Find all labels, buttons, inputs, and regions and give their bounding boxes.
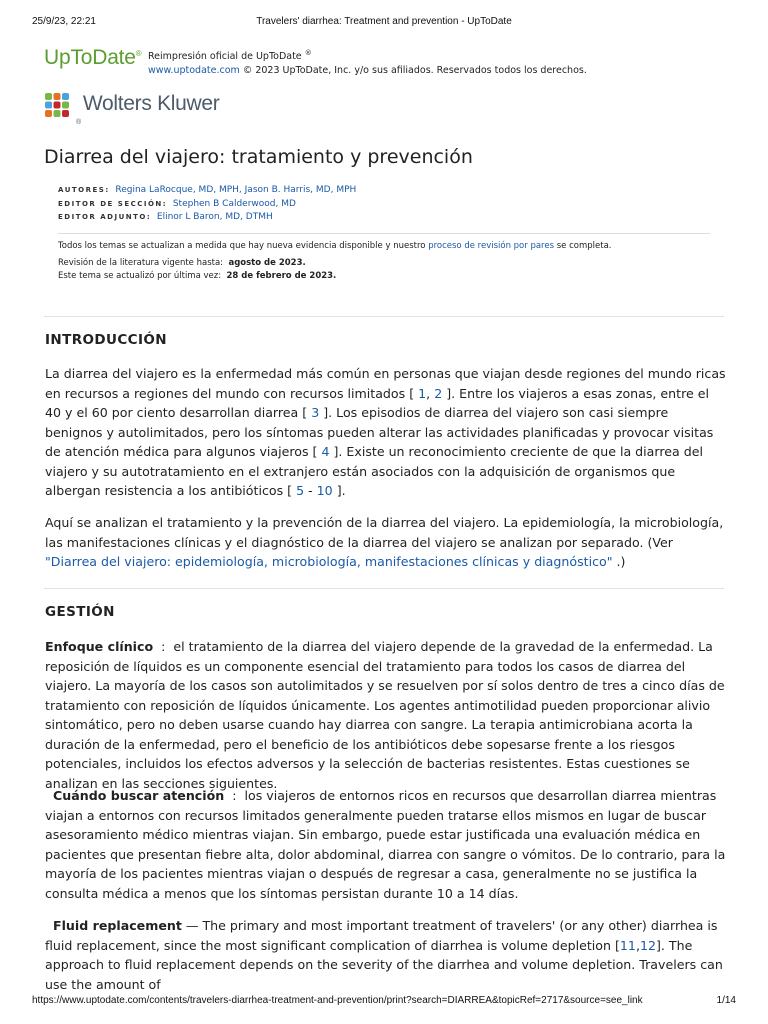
subheading-clinical-approach: Enfoque clínico bbox=[45, 639, 154, 654]
topic-metadata bbox=[58, 184, 356, 225]
print-header bbox=[32, 16, 736, 30]
section-heading-introduction: INTRODUCCIÓN bbox=[45, 332, 167, 348]
management-paragraph-fluid-replacement bbox=[45, 916, 727, 992]
text: los viajeros de entornos ricos en recursos que desarrollan diarrea mientras viajan a entornos con recursos limitados generalmente pueden tratarse ellos mismos en lugar de buscar asesoramiento médico mientras viajan. Sin embargo, puede estar justificada una evaluación médica en pacientes que presentan fiebre alta, dolor abdominal, diarrea con sangre o vómitos. De lo contrario, para la mayoría de los pacientes mientras viajan o después de regresar a casa, generalmente no se justifica la consulta médica a menos que los síntomas persistan durante 10 a 14 días. bbox=[45, 788, 726, 901]
related-topic-link[interactable]: "Diarrea del viajero: epidemiología, microbiología, manifestaciones clínicas y diagnóstico" bbox=[45, 554, 613, 569]
reference-link[interactable]: 10 bbox=[316, 483, 333, 498]
text: La diarrea del viajero es la enfermedad más común en personas que viajan desde regiones del mundo ricas en recursos a regiones del mundo con recursos limitados [ bbox=[45, 366, 726, 401]
management-paragraph-clinical-approach bbox=[45, 637, 727, 793]
print-footer bbox=[32, 995, 736, 1006]
reprint-mark: ® bbox=[304, 49, 312, 57]
page-title: Diarrea del viajero: tratamiento y prevención bbox=[44, 146, 473, 168]
divider bbox=[44, 588, 724, 589]
section-editor-link[interactable]: Stephen B Calderwood, MD bbox=[172, 198, 296, 209]
copyright: © 2023 UpToDate, Inc. y/o sus afiliados. Reservados todos los derechos. bbox=[242, 65, 587, 77]
review-date: agosto de 2023. bbox=[228, 258, 306, 268]
print-url: https://www.uptodate.com/contents/travelers-diarrhea-treatment-and-prevention/print?search=DIARREA&topicRef=2717&source=see_link bbox=[32, 995, 643, 1006]
logo-row bbox=[44, 44, 724, 84]
text: , bbox=[635, 937, 640, 953]
peer-review-link[interactable]: proceso de revisión por pares bbox=[428, 241, 555, 251]
deputy-editor-link[interactable]: Elinor L Baron, MD, DTMH bbox=[156, 212, 273, 222]
reference-link[interactable]: 2 bbox=[434, 385, 443, 401]
text: .) bbox=[616, 554, 626, 569]
update-notice-end: se completa. bbox=[556, 241, 612, 251]
intro-paragraph-2 bbox=[45, 513, 727, 572]
updated-label: Este tema se actualizó por última vez: bbox=[58, 271, 222, 281]
text: ]. Entre los viajeros a esas zonas, entre el 40 y el 60 por ciento desarrollan diarrea [ bbox=[45, 385, 709, 420]
text: - bbox=[308, 483, 313, 498]
text: ]. The approach to fluid replacement depends on the severity of the diarrhea and volume depletion. Travelers can use the amount of bbox=[45, 937, 723, 992]
reference-link[interactable]: 11 bbox=[619, 937, 636, 953]
print-page-title: Travelers' diarrhea: Treatment and prevention - UpToDate bbox=[256, 16, 512, 27]
text: , bbox=[426, 385, 431, 401]
intro-paragraph-1 bbox=[45, 364, 727, 501]
text: — bbox=[185, 918, 199, 933]
text: : bbox=[161, 639, 166, 654]
update-notice bbox=[58, 240, 611, 283]
deputy-editor-label: EDITOR ADJUNTO: bbox=[58, 213, 152, 221]
reference-link[interactable]: 1 bbox=[418, 385, 427, 401]
reprint-notice bbox=[148, 46, 587, 78]
print-datetime: 25/9/23, 22:21 bbox=[32, 16, 96, 27]
text: ]. Existe un reconocimiento creciente de que la diarrea del viajero y su autotratamiento en el extranjero están asociados con la adquisición de organismos que albergan resistencia a los antibióticos [ bbox=[45, 444, 703, 498]
text: Aquí se analizan el tratamiento y la prevención de la diarrea del viajero. La epidemiología, la microbiología, las manifestaciones clínicas y el diagnóstico de la diarrea del viajero se analizan por separado. (Ver bbox=[45, 515, 724, 550]
section-editor-label: EDITOR DE SECCIÓN: bbox=[58, 199, 168, 208]
reference-link[interactable]: 12 bbox=[639, 937, 656, 953]
text: : bbox=[232, 788, 237, 803]
divider bbox=[58, 233, 710, 234]
reference-link[interactable]: 4 bbox=[321, 444, 330, 459]
subheading-fluid-replacement: Fluid replacement bbox=[53, 918, 182, 933]
wolters-kluwer-mark-icon bbox=[44, 92, 70, 118]
uptodate-logo-text: UpToDate bbox=[44, 46, 136, 69]
section-heading-management: GESTIÓN bbox=[45, 604, 115, 620]
review-label: Revisión de la literatura vigente hasta: bbox=[58, 258, 224, 268]
uptodate-logo-mark: ® bbox=[135, 49, 142, 58]
reference-link[interactable]: 3 bbox=[311, 405, 320, 420]
reprint-label: Reimpresión oficial de UpToDate bbox=[148, 51, 302, 63]
uptodate-logo[interactable] bbox=[44, 46, 142, 70]
publisher-mark: ® bbox=[76, 119, 81, 126]
print-page-number: 1/14 bbox=[716, 995, 736, 1006]
site-link[interactable]: www.uptodate.com bbox=[148, 65, 240, 77]
text: ]. bbox=[336, 483, 346, 498]
update-notice-text: Todos los temas se actualizan a medida que hay nueva evidencia disponible y nuestro bbox=[58, 241, 426, 251]
authors-label: AUTORES: bbox=[58, 186, 110, 194]
reference-link[interactable]: 5 bbox=[296, 483, 305, 498]
authors-link[interactable]: Regina LaRocque, MD, MPH, Jason B. Harris, MD, MPH bbox=[115, 185, 357, 195]
publisher-name: Wolters Kluwer bbox=[82, 92, 220, 115]
divider bbox=[44, 316, 724, 317]
wolters-kluwer-text bbox=[76, 92, 219, 126]
subheading-when-to-seek-care: Cuándo buscar atención bbox=[53, 788, 225, 803]
updated-date: 28 de febrero de 2023. bbox=[226, 271, 337, 281]
management-paragraph-when-to-seek-care bbox=[45, 786, 727, 903]
text: The primary and most important treatment of travelers' (or any other) diarrhea is fluid replacement, since the most significant complication of diarrhea is volume depletion [ bbox=[45, 918, 718, 953]
text: el tratamiento de la diarrea del viajero depende de la gravedad de la enfermedad. La reposición de líquidos es un componente esencial del tratamiento para todos los casos de diarrea del viajero. La mayoría de los casos son autolimitados y se resuelven por sí solos dentro de tres a cinco días de tratamiento con reposición de líquidos únicamente. Los agentes antimotilidad pueden proporcionar alivio sintomático, pero no deben usarse cuando hay diarrea con sangre. La terapia antimicrobiana acorta la duración de la enfermedad, pero el beneficio de los antibióticos debe sopesarse frente a los riesgos potenciales, incluidos los efectos adversos y la selección de bacterias resistentes. Estas cuestiones se analizan en las secciones siguientes. bbox=[45, 639, 725, 791]
text: ]. Los episodios de diarrea del viajero son casi siempre benignos y autolimitados, pero los síntomas pueden alterar las actividades planificadas y provocar visitas de atención médica para algunos viajeros [ bbox=[45, 405, 714, 459]
